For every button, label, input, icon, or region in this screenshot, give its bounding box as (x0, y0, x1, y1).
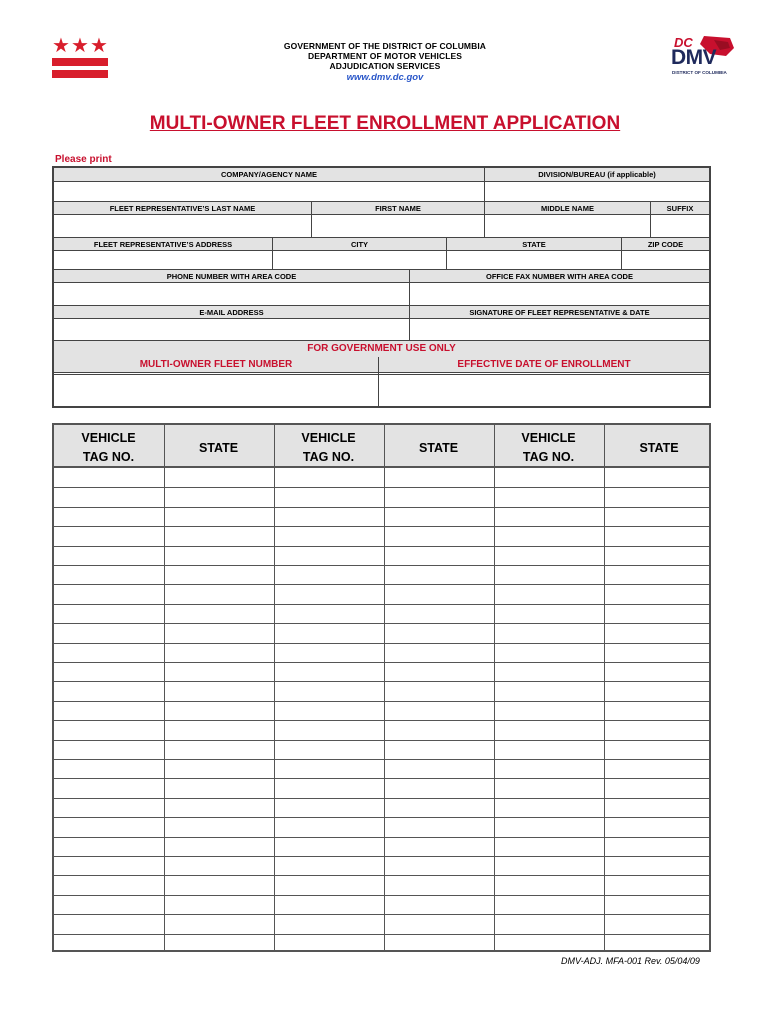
col-header-line: STATE (198, 441, 239, 455)
vehicle-state-cell[interactable] (604, 915, 714, 933)
flag-star-icon: ★ (52, 35, 70, 57)
middle-name-field[interactable] (485, 216, 650, 237)
vehicle-tag-cell[interactable] (494, 624, 603, 642)
website-link[interactable]: www.dmv.dc.gov (346, 72, 424, 83)
office-fax-field[interactable] (410, 284, 709, 304)
page-title: MULTI-OWNER FLEET ENROLLMENT APPLICATION (149, 113, 621, 134)
vehicle-state-cell[interactable] (164, 527, 273, 545)
vehicle-state-cell[interactable] (164, 605, 273, 623)
vehicle-tag-cell[interactable] (54, 527, 163, 545)
vehicle-state-cell[interactable] (384, 721, 493, 739)
vehicle-state-cell[interactable] (604, 896, 714, 914)
vehicle-state-cell[interactable] (164, 876, 273, 894)
vehicle-tag-cell[interactable] (274, 527, 383, 545)
vehicle-state-cell[interactable] (384, 799, 493, 817)
vehicle-state-cell[interactable] (164, 721, 273, 739)
vehicle-state-cell[interactable] (164, 741, 273, 759)
vehicle-state-cell[interactable] (164, 624, 273, 642)
vehicle-tag-cell[interactable] (494, 585, 603, 603)
vehicle-tag-cell[interactable] (54, 799, 163, 817)
vehicle-tag-cell[interactable] (274, 760, 383, 778)
vehicle-state-cell[interactable] (604, 741, 714, 759)
vehicle-tag-cell[interactable] (54, 605, 163, 623)
logo-dmv-text: DMV (671, 46, 717, 69)
vehicle-tag-cell[interactable] (274, 721, 383, 739)
vehicle-tag-cell[interactable] (494, 605, 603, 623)
vehicle-state-cell[interactable] (384, 508, 493, 526)
signature-label: SIGNATURE OF FLEET REPRESENTATIVE & DATE (469, 308, 650, 317)
vehicle-state-cell[interactable] (384, 605, 493, 623)
header-government: GOVERNMENT OF THE DISTRICT OF COLUMBIA (283, 41, 487, 51)
dc-dmv-logo (670, 34, 736, 80)
vehicle-state-cell[interactable] (164, 488, 273, 506)
col-header-line: VEHICLE (81, 431, 136, 445)
phone-label: PHONE NUMBER WITH AREA CODE (166, 272, 297, 281)
vehicle-tag-cell[interactable] (54, 779, 163, 797)
vehicle-tag-cell[interactable] (54, 876, 163, 894)
applicant-form (52, 166, 711, 408)
vehicle-state-cell[interactable] (384, 741, 493, 759)
vehicle-state-cell[interactable] (604, 682, 714, 700)
vehicle-state-cell[interactable] (604, 799, 714, 817)
vehicle-tag-cell[interactable] (274, 896, 383, 914)
phone-field[interactable] (54, 284, 409, 304)
vehicle-state-cell[interactable] (604, 857, 714, 875)
vehicle-state-cell[interactable] (604, 702, 714, 720)
vehicle-tag-cell[interactable] (54, 663, 163, 681)
vehicle-table-col-header (494, 429, 603, 467)
vehicle-tag-cell[interactable] (274, 682, 383, 700)
vehicle-state-cell[interactable] (384, 644, 493, 662)
vehicle-state-cell[interactable] (164, 566, 273, 584)
vehicle-tag-cell[interactable] (54, 547, 163, 565)
vehicle-state-cell[interactable] (164, 585, 273, 603)
vehicle-tag-cell[interactable] (494, 721, 603, 739)
vehicle-tag-cell[interactable] (54, 644, 163, 662)
vehicle-state-cell[interactable] (604, 663, 714, 681)
vehicle-state-cell[interactable] (164, 799, 273, 817)
vehicle-tag-cell[interactable] (494, 818, 603, 836)
vehicle-state-cell[interactable] (384, 818, 493, 836)
vehicle-state-cell[interactable] (604, 488, 714, 506)
suffix-field[interactable] (651, 216, 709, 237)
vehicle-tag-cell[interactable] (494, 935, 603, 953)
vehicle-tag-cell[interactable] (494, 663, 603, 681)
vehicle-tag-cell[interactable] (494, 644, 603, 662)
effective-date-field[interactable] (379, 375, 709, 406)
vehicle-tag-cell[interactable] (274, 585, 383, 603)
vehicle-tag-cell[interactable] (494, 741, 603, 759)
col-header-line: TAG NO. (82, 450, 135, 464)
vehicle-state-cell[interactable] (604, 935, 714, 953)
please-print-note: Please print (55, 154, 112, 165)
vehicle-tag-cell[interactable] (494, 799, 603, 817)
vehicle-tag-cell[interactable] (54, 721, 163, 739)
col-header-line: VEHICLE (521, 431, 576, 445)
vehicle-state-cell[interactable] (164, 935, 273, 953)
logo-dc-text: DC (674, 35, 693, 50)
vehicle-state-cell[interactable] (384, 663, 493, 681)
company-agency-field[interactable] (54, 182, 484, 201)
vehicle-tag-cell[interactable] (494, 469, 603, 487)
vehicle-tag-cell[interactable] (274, 644, 383, 662)
vehicle-state-cell[interactable] (604, 469, 714, 487)
vehicle-state-cell[interactable] (604, 527, 714, 545)
vehicle-state-cell[interactable] (164, 857, 273, 875)
company-agency-label: COMPANY/AGENCY NAME (221, 170, 317, 179)
suffix-label: SUFFIX (666, 204, 694, 213)
rep-address-label: FLEET REPRESENTATIVE’S ADDRESS (93, 240, 233, 249)
vehicle-state-cell[interactable] (384, 935, 493, 953)
vehicle-table-col-header (54, 429, 163, 467)
vehicle-state-cell[interactable] (384, 585, 493, 603)
vehicle-state-cell[interactable] (164, 469, 273, 487)
vehicle-state-cell[interactable] (384, 876, 493, 894)
email-label: E-MAIL ADDRESS (199, 308, 264, 317)
vehicle-tag-cell[interactable] (274, 663, 383, 681)
flag-star-icon: ★ (90, 35, 108, 57)
rep-last-name-field[interactable] (54, 216, 311, 237)
zip-code-label: ZIP CODE (647, 240, 684, 249)
vehicle-tag-cell[interactable] (274, 624, 383, 642)
vehicle-state-cell[interactable] (384, 682, 493, 700)
vehicle-state-cell[interactable] (384, 915, 493, 933)
vehicle-state-cell[interactable] (384, 779, 493, 797)
vehicle-state-cell[interactable] (384, 624, 493, 642)
vehicle-tag-cell[interactable] (54, 818, 163, 836)
middle-name-label: MIDDLE NAME (541, 204, 594, 213)
fleet-number-field[interactable] (54, 375, 378, 406)
division-bureau-label: DIVISION/BUREAU (if applicable) (538, 170, 656, 179)
vehicle-tag-cell[interactable] (54, 935, 163, 953)
vehicle-state-cell[interactable] (604, 566, 714, 584)
vehicle-state-cell[interactable] (164, 915, 273, 933)
vehicle-state-cell[interactable] (604, 547, 714, 565)
vehicle-state-cell[interactable] (164, 760, 273, 778)
city-label: CITY (350, 240, 369, 249)
logo-subtitle: DISTRICT OF COLUMBIA (672, 70, 727, 75)
vehicle-tag-cell[interactable] (54, 741, 163, 759)
vehicle-table (52, 423, 711, 952)
vehicle-tag-cell[interactable] (494, 779, 603, 797)
header-division: ADJUDICATION SERVICES (329, 61, 441, 71)
vehicle-tag-cell[interactable] (274, 799, 383, 817)
division-bureau-field[interactable] (485, 182, 709, 201)
vehicle-tag-cell[interactable] (494, 682, 603, 700)
vehicle-state-cell[interactable] (384, 566, 493, 584)
vehicle-tag-cell[interactable] (494, 896, 603, 914)
col-header-line: VEHICLE (301, 431, 356, 445)
vehicle-state-cell[interactable] (164, 896, 273, 914)
form-revision: DMV-ADJ. MFA-001 Rev. 05/04/09 (561, 956, 700, 966)
city-field[interactable] (273, 252, 446, 269)
col-header-line: TAG NO. (522, 450, 575, 464)
vehicle-state-cell[interactable] (164, 779, 273, 797)
state-field[interactable] (447, 252, 621, 269)
vehicle-tag-cell[interactable] (274, 741, 383, 759)
vehicle-state-cell[interactable] (164, 702, 273, 720)
rep-last-name-label: FLEET REPRESENTATIVE’S LAST NAME (109, 204, 256, 213)
vehicle-tag-cell[interactable] (274, 547, 383, 565)
vehicle-tag-cell[interactable] (54, 915, 163, 933)
vehicle-tag-cell[interactable] (54, 896, 163, 914)
vehicle-tag-cell[interactable] (494, 488, 603, 506)
vehicle-tag-cell[interactable] (274, 857, 383, 875)
vehicle-tag-cell[interactable] (494, 508, 603, 526)
vehicle-tag-cell[interactable] (494, 760, 603, 778)
vehicle-tag-cell[interactable] (54, 838, 163, 856)
zip-code-field[interactable] (622, 252, 709, 269)
vehicle-tag-cell[interactable] (494, 876, 603, 894)
vehicle-tag-cell[interactable] (274, 488, 383, 506)
vehicle-tag-cell[interactable] (54, 624, 163, 642)
vehicle-state-cell[interactable] (604, 721, 714, 739)
first-name-label: FIRST NAME (375, 204, 421, 213)
vehicle-tag-cell[interactable] (494, 527, 603, 545)
vehicle-state-cell[interactable] (164, 818, 273, 836)
vehicle-tag-cell[interactable] (274, 605, 383, 623)
vehicle-state-cell[interactable] (384, 838, 493, 856)
vehicle-state-cell[interactable] (604, 838, 714, 856)
vehicle-state-cell[interactable] (604, 624, 714, 642)
vehicle-table-col-header (604, 439, 714, 458)
vehicle-table-col-header (274, 429, 383, 467)
vehicle-table-col-header (384, 439, 493, 458)
vehicle-tag-cell[interactable] (274, 469, 383, 487)
vehicle-state-cell[interactable] (384, 857, 493, 875)
vehicle-tag-cell[interactable] (54, 469, 163, 487)
vehicle-state-cell[interactable] (604, 644, 714, 662)
vehicle-tag-cell[interactable] (494, 915, 603, 933)
vehicle-state-cell[interactable] (384, 469, 493, 487)
vehicle-state-cell[interactable] (604, 508, 714, 526)
email-field[interactable] (54, 320, 409, 340)
office-fax-label: OFFICE FAX NUMBER WITH AREA CODE (486, 272, 633, 281)
vehicle-tag-cell[interactable] (494, 857, 603, 875)
vehicle-state-cell[interactable] (164, 644, 273, 662)
col-header-line: STATE (418, 441, 459, 455)
vehicle-tag-cell[interactable] (54, 508, 163, 526)
vehicle-tag-cell[interactable] (274, 818, 383, 836)
vehicle-tag-cell[interactable] (274, 779, 383, 797)
gov-use-only-heading: FOR GOVERNMENT USE ONLY (307, 343, 456, 354)
vehicle-state-cell[interactable] (384, 702, 493, 720)
vehicle-tag-cell[interactable] (54, 760, 163, 778)
signature-field[interactable] (410, 320, 709, 340)
vehicle-tag-cell[interactable] (274, 566, 383, 584)
col-header-line: STATE (639, 441, 679, 455)
vehicle-tag-cell[interactable] (494, 547, 603, 565)
vehicle-table-col-header (164, 439, 273, 458)
vehicle-tag-cell[interactable] (494, 702, 603, 720)
vehicle-state-cell[interactable] (604, 779, 714, 797)
vehicle-tag-cell[interactable] (274, 915, 383, 933)
vehicle-state-cell[interactable] (164, 663, 273, 681)
vehicle-tag-cell[interactable] (494, 838, 603, 856)
vehicle-state-cell[interactable] (384, 760, 493, 778)
vehicle-state-cell[interactable] (604, 876, 714, 894)
vehicle-tag-cell[interactable] (274, 702, 383, 720)
vehicle-state-cell[interactable] (604, 585, 714, 603)
vehicle-tag-cell[interactable] (54, 566, 163, 584)
first-name-field[interactable] (312, 216, 484, 237)
state-label: STATE (522, 240, 546, 249)
vehicle-tag-cell[interactable] (274, 838, 383, 856)
vehicle-state-cell[interactable] (384, 896, 493, 914)
vehicle-state-cell[interactable] (384, 527, 493, 545)
flag-star-icon: ★ (71, 35, 89, 57)
vehicle-state-cell[interactable] (164, 838, 273, 856)
vehicle-tag-cell[interactable] (54, 488, 163, 506)
vehicle-state-cell[interactable] (164, 547, 273, 565)
header-department: DEPARTMENT OF MOTOR VEHICLES (307, 51, 463, 61)
vehicle-state-cell[interactable] (604, 605, 714, 623)
vehicle-state-cell[interactable] (384, 547, 493, 565)
rep-address-field[interactable] (54, 252, 272, 269)
vehicle-state-cell[interactable] (164, 682, 273, 700)
vehicle-state-cell[interactable] (384, 488, 493, 506)
vehicle-state-cell[interactable] (604, 760, 714, 778)
vehicle-state-cell[interactable] (164, 508, 273, 526)
vehicle-tag-cell[interactable] (274, 508, 383, 526)
vehicle-tag-cell[interactable] (54, 702, 163, 720)
effective-date-label: EFFECTIVE DATE OF ENROLLMENT (457, 359, 631, 370)
fleet-number-label: MULTI-OWNER FLEET NUMBER (139, 359, 293, 370)
col-header-line: TAG NO. (302, 450, 355, 464)
vehicle-tag-cell[interactable] (54, 682, 163, 700)
vehicle-tag-cell[interactable] (274, 935, 383, 953)
vehicle-tag-cell[interactable] (54, 585, 163, 603)
vehicle-tag-cell[interactable] (494, 566, 603, 584)
vehicle-state-cell[interactable] (604, 818, 714, 836)
vehicle-tag-cell[interactable] (54, 857, 163, 875)
vehicle-tag-cell[interactable] (274, 876, 383, 894)
